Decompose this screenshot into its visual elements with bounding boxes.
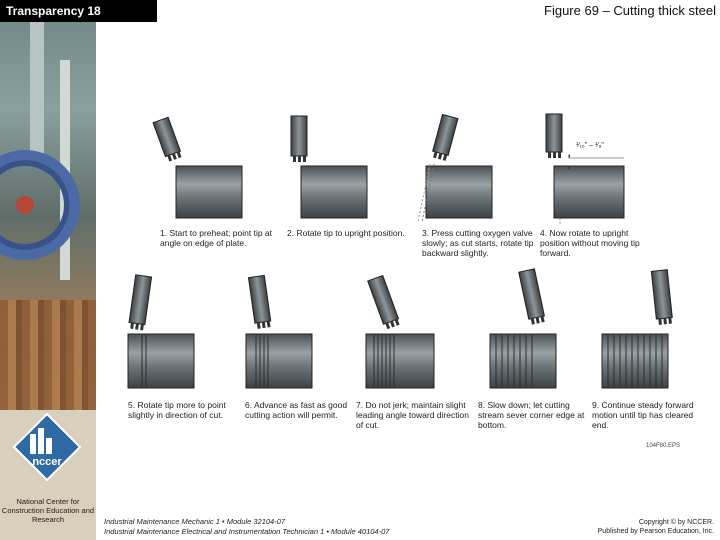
step-number: 4. <box>540 228 548 238</box>
step-4-caption <box>540 228 660 258</box>
logo-wordmark: nccer <box>32 456 62 468</box>
step-number: 6. <box>245 400 253 410</box>
step-number: 8. <box>478 400 486 410</box>
step-number: 7. <box>356 400 364 410</box>
step-text: Rotate tip more to point slightly in direction of cut. <box>128 400 226 420</box>
step-number: 9. <box>592 400 600 410</box>
transparency-tag: Transparency 18 <box>0 0 157 22</box>
step-3-caption <box>422 228 542 258</box>
step-1-caption <box>160 228 280 248</box>
step-7-caption <box>356 400 476 430</box>
org-name: National Center for Construction Education and Research <box>1 497 95 524</box>
step-text: Rotate tip to upright position. <box>296 228 405 238</box>
step-9-caption <box>592 400 710 430</box>
publisher-line: Published by Pearson Education, Inc. <box>597 528 714 535</box>
step-2-caption <box>287 228 407 238</box>
step-8-caption <box>478 400 598 430</box>
step-text: Do not jerk; maintain slight leading angle toward direction of cut. <box>356 400 469 430</box>
step-text: Now rotate to upright position without moving tip forward. <box>540 228 640 258</box>
copyright-line: Copyright © by NCCER. <box>638 519 714 526</box>
footer-copyright <box>598 518 714 536</box>
nccer-logo <box>12 412 82 482</box>
eps-label: 104F80.EPS <box>646 443 681 449</box>
footer-line-1: Industrial Maintenance Mechanic 1 • Module 32104-07 <box>104 517 286 526</box>
step-number: 5. <box>128 400 136 410</box>
step-text: Continue steady forward motion until tip has cleared end. <box>592 400 694 430</box>
step-number: 3. <box>422 228 430 238</box>
step-text: Slow down; let cutting stream sever corner edge at bottom. <box>478 400 585 430</box>
step-text: Advance as fast as good cutting action will permit. <box>245 400 348 420</box>
step-text: Start to preheat; point tip at angle on edge of plate. <box>160 228 273 248</box>
step-6-caption <box>245 400 365 420</box>
copper-pipes-graphic <box>0 300 96 410</box>
dimension-label: ¹⁄₁₆" – ¹⁄₈" <box>576 142 604 149</box>
pipe-graphic <box>30 20 44 160</box>
step-number: 1. <box>160 228 168 238</box>
figure-title: Figure 69 – Cutting thick steel <box>544 3 716 18</box>
step-number: 2. <box>287 228 295 238</box>
step-2-illustration <box>275 110 395 270</box>
step-text: Press cutting oxygen valve slowly; as cut starts, rotate tip backward slightly. <box>422 228 534 258</box>
step-5-caption <box>128 400 248 420</box>
footer-line-2: Industrial Maintenance Electrical and Instrumentation Technician 1 • Module 40104-07 <box>104 527 390 536</box>
footer-modules <box>104 517 389 537</box>
